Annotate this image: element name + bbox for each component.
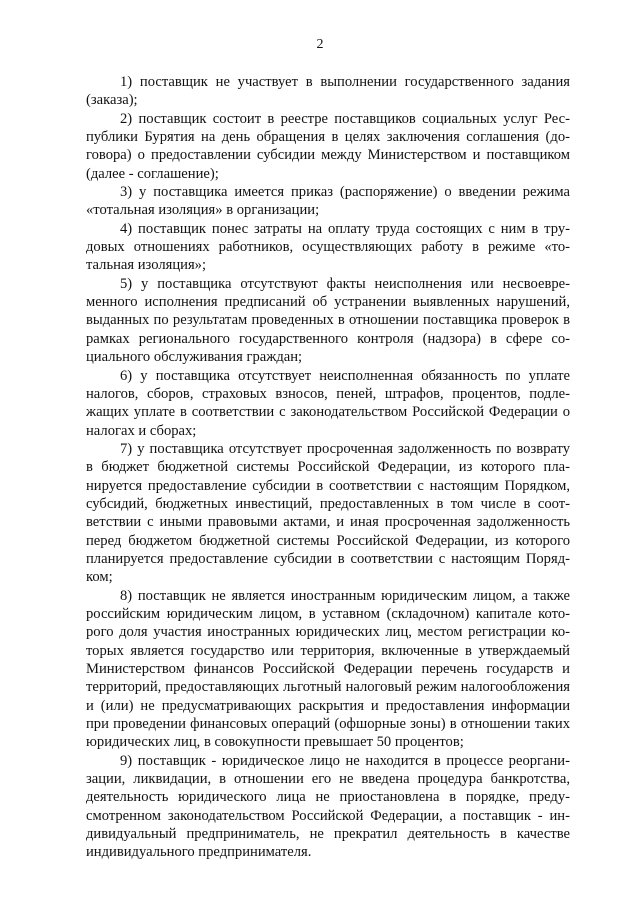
paragraph-9: 9) поставщик - юридическое лицо не находится в процессе реорганизации, ликвидации, в отношении его не введена процедура банкротства, деятельность юридического лица не приостановлена в порядке, предусмотренном законодательством Российской Федерации, а поставщик - индивидуальный предприниматель, не прекратил деятельность в качестве индивидуального предпринимателя.	[86, 752, 570, 861]
paragraph-7: 7) у поставщика отсутствует просроченная задолженность по возврату в бюджет бюджетной системы Российской Федерации, из которого планируется предоставление субсидии в соответствии с настоящим Порядком, субсидий, бюджетных инвестиций, предоставленных в том числе в соответствии с иными правовыми актами, и иная просроченная задолженность перед бюджетом бюджетной системы Российской Федерации, из которого планируется предоставление субсидии в соответствии с настоящим Порядком;	[86, 440, 570, 586]
page-number: 2	[316, 37, 324, 52]
document-body	[86, 73, 570, 862]
paragraph-5: 5) у поставщика отсутствуют факты неисполнения или несвоевременного исполнения предписаний об устранении выявленных нарушений, выданных по результатам проведенных в отношении поставщика проверок в рамках регионального государственного контроля (надзора) в сфере социального обслуживания граждан;	[86, 275, 570, 366]
paragraph-4: 4) поставщик понес затраты на оплату труда состоящих с ним в трудовых отношениях работников, осуществляющих работу в режиме «тотальная изоляция»;	[86, 220, 570, 274]
paragraph-6: 6) у поставщика отсутствует неисполненная обязанность по уплате налогов, сборов, страховых взносов, пеней, штрафов, процентов, подлежащих уплате в соответствии с законодательством Российской Федерации о налогах и сборах;	[86, 367, 570, 439]
paragraph-2: 2) поставщик состоит в реестре поставщиков социальных услуг Республики Бурятия на день обращения в целях заключения соглашения (договора) о предоставлении субсидии между Министерством и поставщиком (далее - соглашение);	[86, 110, 570, 182]
paragraph-1: 1) поставщик не участвует в выполнении государственного задания (заказа);	[86, 74, 570, 109]
paragraph-3: 3) у поставщика имеется приказ (распоряжение) о введении режима «тотальная изоляция» в организации;	[86, 184, 570, 219]
paragraph-8: 8) поставщик не является иностранным юридическим лицом, а также российским юридическим лицом, в уставном (складочном) капитале которого доля участия иностранных юридических лиц, местом регистрации которых является государство или территория, включенные в утверждаемый Министерством финансов Российской Федерации перечень государств и территорий, предоставляющих льготный налоговый режим налогообложения и (или) не предусматривающих раскрытия и предоставления информации при проведении финансовых операций (офшорные зоны) в отношении таких юридических лиц, в совокупности превышает 50 процентов;	[86, 587, 570, 751]
